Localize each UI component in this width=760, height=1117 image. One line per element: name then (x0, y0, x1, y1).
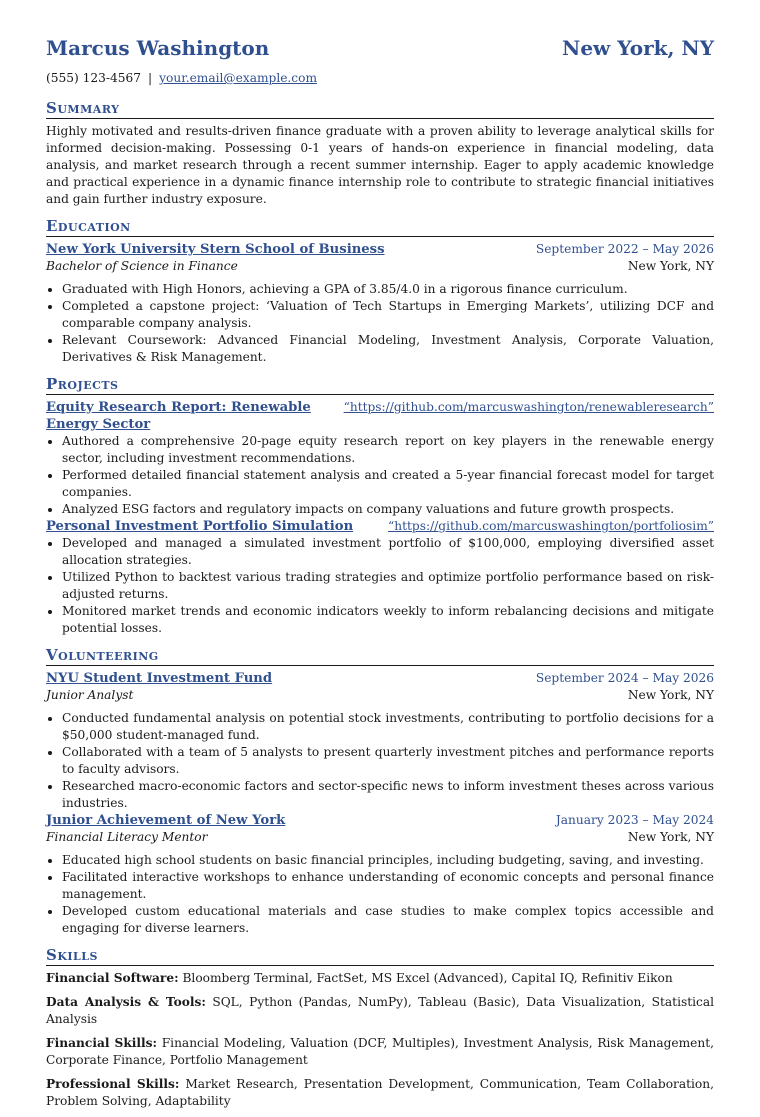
degree-name: Bachelor of Science in Finance (46, 259, 238, 273)
volunteer-role: Financial Literacy Mentor (46, 830, 208, 844)
list-item: • Developed and managed a simulated investment portfolio of $100,000, employing diversified asset allocation strategies. (62, 535, 714, 569)
list-item: • Utilized Python to backtest various trading strategies and optimize portfolio performance based on risk-adjusted returns. (62, 569, 714, 603)
skill-value: SQL, Python (Pandas, NumPy), Tableau (Basic), Data Visualization, Statistical Analysis (46, 995, 715, 1026)
contact-line (46, 70, 714, 90)
skill-value: Market Research, Presentation Development, Communication, Team Collaboration, Problem Solving, Adaptability (46, 1077, 714, 1108)
volunteer-location: New York, NY (627, 830, 714, 844)
education-section (46, 218, 714, 366)
list-item: • Developed custom educational materials and case studies to make complex topics accessible and engaging for diverse learners. (62, 903, 714, 937)
summary-text: Highly motivated and results-driven finance graduate with a proven ability to leverage analytical skills for informed decision-making. Possessing 0-1 years of hands-on experience in financial modeling, data analysis, and market research through a recent summer internship. Eager to apply academic knowledge and practical experience in a dynamic finance internship role to contribute to strategic financial initiatives and gain further industry exposure. (46, 124, 714, 206)
candidate-location: New York, NY (562, 36, 714, 60)
resume-header (46, 36, 714, 68)
list-item: • Conducted fundamental analysis on potential stock investments, contributing to portfolio decisions for a $50,000 student-managed fund. (62, 710, 714, 744)
skill-line (46, 970, 714, 987)
list-item: • Monitored market trends and economic indicators weekly to inform rebalancing decisions and mitigate potential losses. (62, 603, 714, 637)
skill-label: Professional Skills: (46, 1077, 180, 1091)
volunteer-bullets (46, 710, 714, 812)
school-name[interactable]: New York University Stern School of Business (46, 242, 385, 257)
volunteer-bullets (46, 852, 714, 937)
volunteer-role: Junior Analyst (46, 688, 134, 702)
project-link[interactable]: “https://github.com/marcuswashington/portfoliosim” (388, 519, 714, 533)
organization-name[interactable]: Junior Achievement of New York (46, 813, 286, 828)
project-link[interactable]: “https://github.com/marcuswashington/renewableresearch” (343, 400, 714, 414)
volunteering-section (46, 647, 714, 937)
contact-separator: | (148, 71, 153, 85)
project-title[interactable]: Personal Investment Portfolio Simulation (46, 519, 354, 534)
candidate-name: Marcus Washington (46, 36, 270, 60)
list-item: • Educated high school students on basic financial principles, including budgeting, saving, and investing. (62, 852, 714, 869)
organization-name[interactable]: NYU Student Investment Fund (46, 671, 273, 686)
volunteering-heading: Volunteering (46, 647, 714, 666)
list-item: • Authored a comprehensive 20-page equity research report on key players in the renewable energy sector, including investment recommendations. (62, 433, 714, 467)
projects-heading: Projects (46, 376, 714, 395)
volunteer-location: New York, NY (627, 688, 714, 702)
skill-line (46, 1076, 714, 1110)
education-dates: September 2022 – May 2026 (535, 242, 714, 256)
projects-section (46, 376, 714, 637)
skill-label: Financial Skills: (46, 1036, 158, 1050)
skills-section (46, 947, 714, 1110)
summary-section (46, 100, 714, 208)
list-item: • Relevant Coursework: Advanced Financial Modeling, Investment Analysis, Corporate Valuation, Derivatives & Risk Management. (62, 332, 714, 366)
skill-label: Data Analysis & Tools: (46, 995, 206, 1009)
list-item: • Analyzed ESG factors and regulatory impacts on company valuations and future growth prospects. (62, 501, 714, 518)
list-item: • Performed detailed financial statement analysis and created a 5-year financial forecast model for target companies. (62, 467, 714, 501)
volunteer-dates: September 2024 – May 2026 (535, 671, 714, 685)
skill-label: Financial Software: (46, 971, 179, 985)
resume-page (46, 36, 715, 1117)
volunteer-dates: January 2023 – May 2024 (555, 813, 714, 827)
skill-value: Bloomberg Terminal, FactSet, MS Excel (Advanced), Capital IQ, Refinitiv Eikon (182, 971, 673, 985)
list-item: • Researched macro-economic factors and sector-specific news to inform investment theses across various industries. (62, 778, 714, 812)
skills-heading: Skills (46, 947, 714, 966)
education-location: New York, NY (627, 259, 714, 273)
phone-number: (555) 123-4567 (46, 71, 142, 85)
education-bullets (46, 281, 714, 366)
list-item: • Facilitated interactive workshops to enhance understanding of economic concepts and personal finance management. (62, 869, 714, 903)
summary-heading: Summary (46, 100, 714, 119)
list-item: • Collaborated with a team of 5 analysts to present quarterly investment pitches and performance reports to faculty advisors. (62, 744, 714, 778)
email-link[interactable]: your.email@example.com (159, 71, 318, 85)
list-item: • Completed a capstone project: ‘Valuation of Tech Startups in Emerging Markets’, utilizing DCF and comparable company analysis. (62, 298, 714, 332)
project-title[interactable]: Equity Research Report: Renewable Energy Sector (46, 400, 311, 432)
project-bullets (46, 433, 714, 518)
list-item: • Graduated with High Honors, achieving a GPA of 3.85/4.0 in a rigorous finance curriculum. (62, 281, 714, 298)
skill-line (46, 994, 714, 1028)
education-heading: Education (46, 218, 714, 237)
skill-line (46, 1035, 714, 1069)
project-bullets (46, 535, 714, 637)
skill-value: Financial Modeling, Valuation (DCF, Multiples), Investment Analysis, Risk Management, Corporate Finance, Portfolio Management (46, 1036, 714, 1067)
